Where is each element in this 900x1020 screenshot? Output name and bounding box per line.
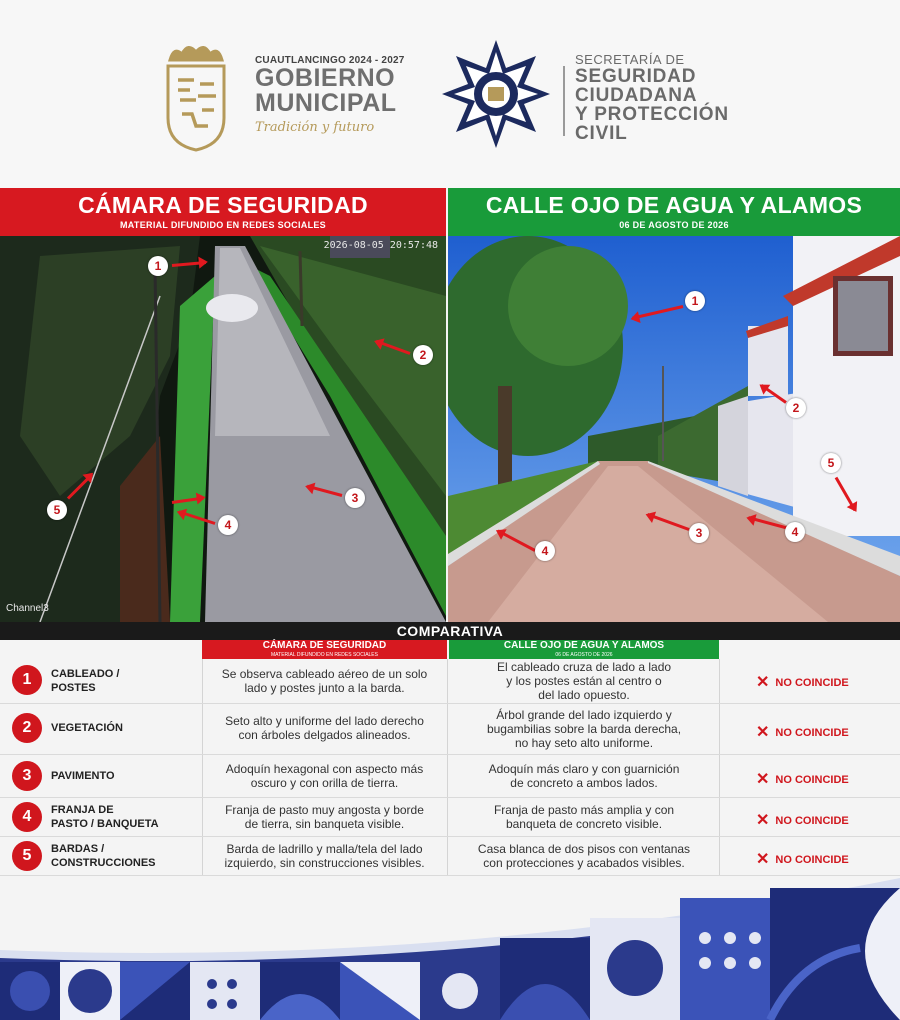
verdict bbox=[756, 672, 849, 692]
street-photo bbox=[448, 236, 900, 622]
marker-2: 2 bbox=[786, 398, 806, 418]
camera-observation bbox=[203, 803, 446, 831]
municipal-crest-logo bbox=[160, 40, 232, 152]
row-category-line: PASTO / BANQUETA bbox=[51, 818, 159, 830]
cell-line: Barda de ladrillo y malla/tela del lado bbox=[226, 842, 423, 856]
cell-line: bugambilias sobre la barda derecha, bbox=[486, 722, 682, 736]
street-observation bbox=[449, 762, 719, 790]
cell-line: Casa blanca de dos pisos con ventanas bbox=[477, 842, 691, 856]
marker-4: 4 bbox=[535, 541, 555, 561]
x-mark-icon: ✕ bbox=[756, 674, 770, 691]
right-panel-subtitle: 06 DE AGOSTO DE 2026 bbox=[619, 220, 729, 230]
left-panel-banner bbox=[0, 188, 446, 236]
table-row bbox=[0, 798, 900, 837]
row-category bbox=[51, 803, 159, 831]
table-row bbox=[0, 837, 900, 876]
camera-channel-label: Channel3 bbox=[6, 603, 49, 614]
column-header-camera bbox=[202, 640, 447, 659]
marker-1: 1 bbox=[148, 256, 168, 276]
row-category-line: FRANJA DE bbox=[51, 804, 114, 816]
header-divider bbox=[563, 66, 565, 136]
marker-5: 5 bbox=[47, 500, 67, 520]
gov-subtitle: CUAUTLANCINGO 2024 - 2027 bbox=[255, 55, 405, 66]
camera-observation bbox=[203, 714, 446, 742]
marker-4: 4 bbox=[218, 515, 238, 535]
table-row bbox=[0, 659, 900, 704]
column-header-street-title: CALLE OJO DE AGUA Y ALAMOS bbox=[503, 640, 665, 651]
cell-line: lado y postes junto a la barda. bbox=[244, 681, 405, 695]
verdict bbox=[756, 849, 849, 869]
ssc-line5: CIVIL bbox=[575, 123, 628, 144]
decorative-footer-pattern bbox=[0, 878, 900, 1020]
verdict bbox=[756, 722, 849, 742]
camera-observation bbox=[203, 762, 446, 790]
camera-timestamp: 2026-08-05 20:57:48 bbox=[323, 240, 438, 251]
cell-line: banqueta de concreto visible. bbox=[505, 817, 663, 831]
gov-title-line2: MUNICIPAL bbox=[255, 89, 397, 117]
verdict bbox=[756, 769, 849, 789]
night-street-scene bbox=[0, 236, 446, 622]
security-camera-photo bbox=[0, 236, 446, 622]
street-observation bbox=[449, 803, 719, 831]
cell-line: con árboles delgados alineados. bbox=[238, 728, 411, 742]
gov-motto: Tradición y futuro bbox=[255, 120, 375, 135]
cell-line: de tierra, sin banqueta visible. bbox=[244, 817, 405, 831]
row-number-badge: 2 bbox=[12, 713, 42, 743]
right-panel-banner bbox=[448, 188, 900, 236]
comparison-title: COMPARATIVA bbox=[0, 622, 900, 640]
street-observation bbox=[449, 660, 719, 702]
marker-3: 3 bbox=[689, 523, 709, 543]
row-category-line: VEGETACIÓN bbox=[51, 722, 123, 734]
table-row bbox=[0, 755, 900, 798]
column-header-street-subtitle: 06 DE AGOSTO DE 2026 bbox=[555, 652, 613, 658]
cell-line: El cableado cruza de lado a lado bbox=[496, 660, 672, 674]
verdict bbox=[756, 810, 849, 830]
street-observation bbox=[449, 708, 719, 750]
cell-line: Adoquín hexagonal con aspecto más bbox=[225, 762, 424, 776]
x-mark-icon: ✕ bbox=[756, 851, 770, 868]
cell-line: Franja de pasto más amplia y con bbox=[493, 803, 675, 817]
cell-line: de concreto a ambos lados. bbox=[510, 776, 658, 790]
cell-line: oscuro y con orilla de tierra. bbox=[250, 776, 399, 790]
row-category bbox=[51, 842, 156, 870]
header bbox=[0, 0, 900, 188]
right-panel-title: CALLE OJO DE AGUA Y ALAMOS bbox=[485, 192, 863, 218]
row-number-badge: 5 bbox=[12, 841, 42, 871]
ssc-line3: CIUDADANA bbox=[575, 85, 698, 106]
column-header-camera-title: CÁMARA DE SEGURIDAD bbox=[262, 640, 387, 651]
municipal-government-block bbox=[255, 55, 435, 135]
camera-observation bbox=[203, 842, 446, 870]
daytime-street-scene bbox=[448, 236, 900, 622]
row-category-line: CABLEADO / bbox=[51, 668, 120, 680]
row-number-badge: 4 bbox=[12, 802, 42, 832]
marker-2: 2 bbox=[413, 345, 433, 365]
row-category-line: POSTES bbox=[51, 682, 96, 694]
row-category-line: PAVIMENTO bbox=[51, 770, 115, 782]
cell-line: Franja de pasto muy angosta y borde bbox=[225, 803, 424, 817]
column-header-street bbox=[449, 640, 719, 659]
cell-line: y los postes están al centro o bbox=[506, 674, 662, 688]
left-panel-subtitle: MATERIAL DIFUNDIDO EN REDES SOCIALES bbox=[120, 220, 326, 230]
row-number-badge: 1 bbox=[12, 665, 42, 695]
verdict-label: NO COINCIDE bbox=[775, 727, 849, 739]
marker-1: 1 bbox=[685, 291, 705, 311]
table-row bbox=[0, 704, 900, 755]
row-category-line: CONSTRUCCIONES bbox=[51, 857, 156, 869]
marker-3: 3 bbox=[345, 488, 365, 508]
ssc-line4: Y PROTECCIÓN bbox=[575, 104, 729, 125]
cell-line: con protecciones y acabados visibles. bbox=[483, 856, 685, 870]
left-panel-title: CÁMARA DE SEGURIDAD bbox=[78, 192, 368, 218]
camera-observation bbox=[203, 667, 446, 695]
verdict-label: NO COINCIDE bbox=[775, 774, 849, 786]
x-mark-icon: ✕ bbox=[756, 771, 770, 788]
verdict-label: NO COINCIDE bbox=[775, 854, 849, 866]
row-category bbox=[51, 721, 123, 735]
cell-line: Adoquín más claro y con guarnición bbox=[488, 762, 680, 776]
marker-4: 4 bbox=[785, 522, 805, 542]
row-category-line: BARDAS / bbox=[51, 843, 105, 855]
cell-line: Seto alto y uniforme del lado derecho bbox=[225, 714, 424, 728]
row-category bbox=[51, 667, 119, 695]
police-star-badge-icon bbox=[440, 38, 552, 150]
cell-line: Árbol grande del lado izquierdo y bbox=[496, 708, 672, 722]
cell-line: Se observa cableado aéreo de un solo bbox=[221, 667, 428, 681]
cell-line: del lado opuesto. bbox=[538, 688, 630, 702]
marker-5: 5 bbox=[821, 453, 841, 473]
row-category bbox=[51, 769, 115, 783]
cell-line: no hay seto alto uniforme. bbox=[514, 736, 654, 750]
gov-title-line1: GOBIERNO bbox=[255, 64, 396, 92]
security-secretariat-block bbox=[575, 52, 775, 143]
x-mark-icon: ✕ bbox=[756, 724, 770, 741]
row-number-badge: 3 bbox=[12, 761, 42, 791]
verdict-label: NO COINCIDE bbox=[775, 815, 849, 827]
ssc-line1: SECRETARÍA DE bbox=[575, 52, 685, 67]
verdict-label: NO COINCIDE bbox=[775, 677, 849, 689]
ssc-line2: SEGURIDAD bbox=[575, 66, 697, 87]
cell-line: izquierdo, sin construcciones visibles. bbox=[224, 856, 425, 870]
street-observation bbox=[449, 842, 719, 870]
column-header-camera-subtitle: MATERIAL DIFUNDIDO EN REDES SOCIALES bbox=[271, 652, 378, 658]
x-mark-icon: ✕ bbox=[756, 812, 770, 829]
